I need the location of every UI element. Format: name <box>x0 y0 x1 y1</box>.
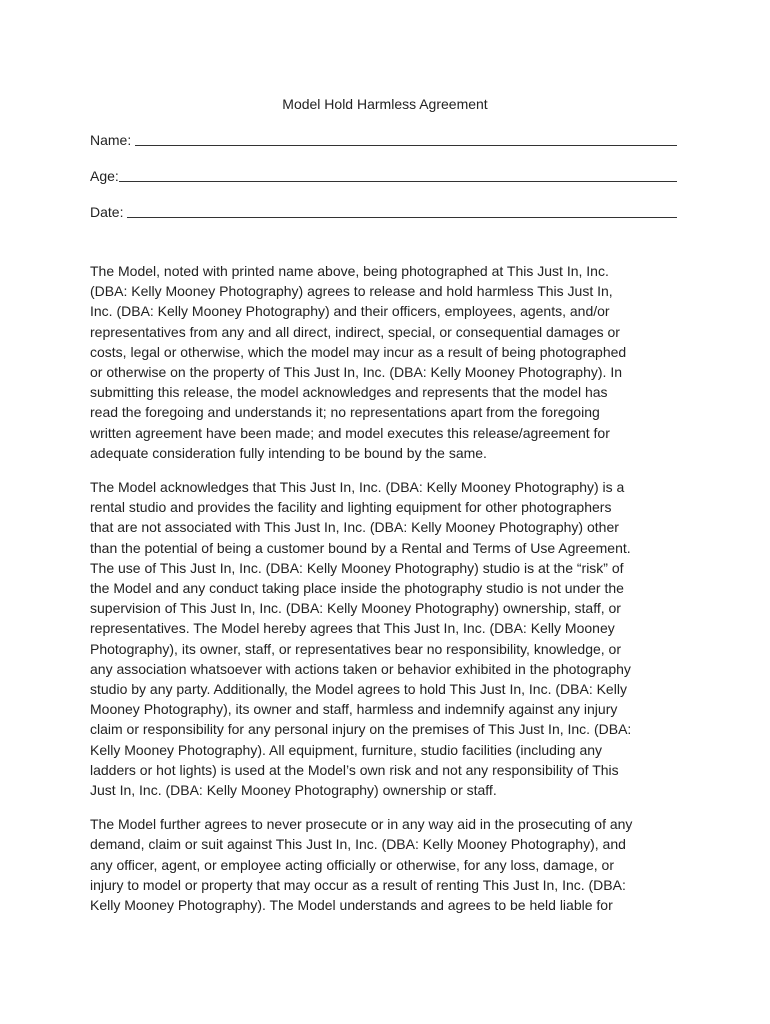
date-field <box>90 203 677 221</box>
text-line: read the foregoing and understands it; no representations apart from the foregoing <box>90 404 600 421</box>
text-line: the Model and any conduct taking place inside the photography studio is not under the <box>90 580 624 597</box>
text-line: submitting this release, the model acknowledges and represents that the model has <box>90 384 608 401</box>
text-line: injury to model or property that may occur as a result of renting This Just In, Inc. (DBA: <box>90 876 626 893</box>
age-label: Age: <box>90 168 119 184</box>
text-line: written agreement have been made; and model executes this release/agreement for <box>90 424 610 441</box>
text-line: ladders or hot lights) is used at the Model’s own risk and not any responsibility of This <box>90 761 619 778</box>
text-line: adequate consideration fully intending to be bound by the same. <box>90 444 487 461</box>
name-field <box>90 131 677 149</box>
text-line: Kelly Mooney Photography). All equipment, furniture, studio facilities (including any <box>90 741 603 758</box>
text-line: representatives from any and all direct, indirect, special, or consequential damages or <box>90 323 620 340</box>
text-line: studio by any party. Additionally, the Model agrees to hold This Just In, Inc. (DBA: Kelly <box>90 681 627 698</box>
text-line: demand, claim or suit against This Just In, Inc. (DBA: Kelly Mooney Photography), and <box>90 836 626 853</box>
age-field <box>90 167 677 185</box>
text-line: that are not associated with This Just In, Inc. (DBA: Kelly Mooney Photography) other <box>90 519 619 536</box>
text-line: any association whatsoever with actions taken or behavior exhibited in the photography <box>90 660 631 677</box>
text-line: or otherwise on the property of This Just In, Inc. (DBA: Kelly Mooney Photography). In <box>90 364 622 381</box>
name-blank-line <box>135 131 677 146</box>
text-line: Photography), its owner, staff, or representatives bear no responsibility, knowledge, or <box>90 640 621 657</box>
text-line: Just In, Inc. (DBA: Kelly Mooney Photography) ownership or staff. <box>90 782 497 799</box>
age-blank-line <box>119 167 677 182</box>
date-blank-line <box>127 203 677 218</box>
text-line: any officer, agent, or employee acting officially or otherwise, for any loss, damage, or <box>90 856 614 873</box>
text-line: costs, legal or otherwise, which the model may incur as a result of being photographed <box>90 343 627 360</box>
text-line: Inc. (DBA: Kelly Mooney Photography) and their officers, employees, agents, and/or <box>90 303 610 320</box>
paragraph-acknowledgement <box>90 477 682 800</box>
text-line: The Model, noted with printed name above, being photographed at This Just In, Inc. <box>90 263 609 279</box>
text-line: The Model further agrees to never prosecute or in any way aid in the prosecuting of any <box>90 816 633 833</box>
text-line: rental studio and provides the facility and lighting equipment for other photographers <box>90 499 612 516</box>
text-line: representatives. The Model hereby agrees that This Just In, Inc. (DBA: Kelly Mooney <box>90 620 615 637</box>
text-line: than the potential of being a customer bound by a Rental and Terms of Use Agreement. <box>90 539 631 556</box>
text-line: (DBA: Kelly Mooney Photography) agrees to release and hold harmless This Just In, <box>90 283 613 300</box>
date-label: Date: <box>90 204 128 220</box>
paragraph-no-prosecution <box>90 814 682 915</box>
name-label: Name: <box>90 132 136 148</box>
paragraph-release <box>90 261 682 463</box>
document-title: Model Hold Harmless Agreement <box>282 96 488 112</box>
text-line: supervision of This Just In, Inc. (DBA: Kelly Mooney Photography) ownership, staff, or <box>90 600 621 617</box>
text-line: Mooney Photography), its owner and staff, harmless and indemnify against any injury <box>90 701 618 718</box>
text-line: claim or responsibility for any personal injury on the premises of This Just In, Inc. (DBA: <box>90 721 632 738</box>
text-line: Kelly Mooney Photography). The Model understands and agrees to be held liable for <box>90 897 613 914</box>
text-line: The Model acknowledges that This Just In, Inc. (DBA: Kelly Mooney Photography) is a <box>90 479 625 496</box>
agreement-body <box>90 261 682 915</box>
text-line: The use of This Just In, Inc. (DBA: Kelly Mooney Photography) studio is at the “risk” of <box>90 559 624 576</box>
